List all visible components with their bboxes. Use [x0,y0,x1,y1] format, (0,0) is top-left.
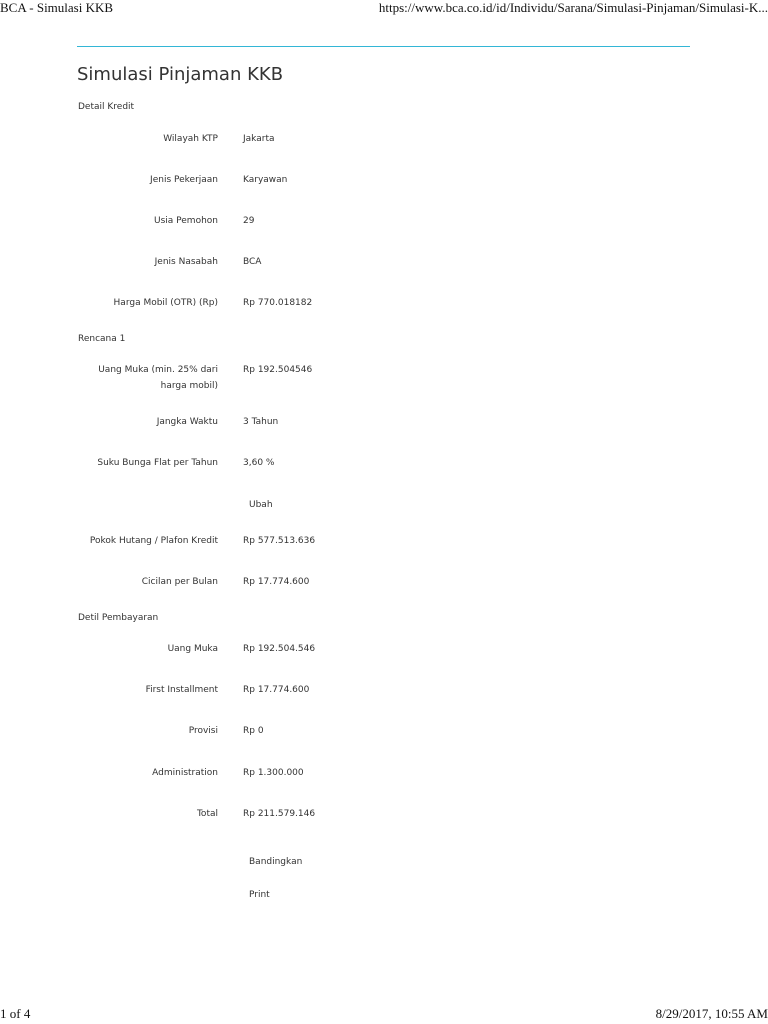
row-value: Rp 577.513.636 [243,536,316,546]
row-label: Wilayah KTP [163,134,218,144]
row-label: Suku Bunga Flat per Tahun [97,458,218,468]
row-label: Jenis Pekerjaan [150,175,218,185]
row-value: Karyawan [243,175,288,185]
row-value: Rp 192.504.546 [243,644,316,654]
row-value: Rp 211.579.146 [243,809,316,819]
print-button[interactable]: Print [249,890,270,900]
row-label-line1: Uang Muka (min. 25% dari [98,365,218,375]
page-title: Simulasi Pinjaman KKB [77,64,284,85]
document-title: BCA - Simulasi KKB [0,0,114,15]
row-label: Cicilan per Bulan [141,577,218,587]
row-label [68,362,218,394]
row-label: First Installment [145,685,218,695]
row-value: Rp 192.504546 [243,365,313,375]
row-label: Jenis Nasabah [154,257,218,267]
row-label-line2: harga mobil) [160,381,218,391]
row-value: 3 Tahun [243,417,279,427]
row-label: Jangka Waktu [156,417,218,427]
row-label: Total [196,809,218,819]
row-label: Harga Mobil (OTR) (Rp) [113,298,218,308]
section-detail-kredit: Detail Kredit [78,102,135,112]
ubah-button[interactable]: Ubah [249,500,273,510]
print-footer [0,1006,768,1024]
page-url: https://www.bca.co.id/id/Individu/Sarana/Simulasi-Pinjaman/Simulasi-K... [378,0,768,15]
row-value: Rp 0 [243,726,264,736]
row-value: BCA [243,257,262,267]
row-label: Pokok Hutang / Plafon Kredit [89,536,218,546]
print-datetime: 8/29/2017, 10:55 AM [655,1006,768,1021]
row-label: Administration [152,768,218,778]
row-value: Rp 770.018182 [243,298,313,308]
row-label: Uang Muka [167,644,218,654]
row-value: Rp 17.774.600 [243,685,310,695]
row-value: Jakarta [243,134,275,144]
print-header [0,0,768,18]
page-number: 1 of 4 [0,1006,31,1021]
section-rencana: Rencana 1 [78,334,126,344]
row-value: 29 [243,216,255,226]
row-label: Usia Pemohon [154,216,218,226]
row-value: 3,60 % [243,458,275,468]
bandingkan-button[interactable]: Bandingkan [249,857,303,867]
header-divider [77,46,690,47]
row-value: Rp 1.300.000 [243,768,304,778]
row-value: Rp 17.774.600 [243,577,310,587]
row-label: Provisi [188,726,218,736]
section-detil-pembayaran: Detil Pembayaran [78,613,159,623]
